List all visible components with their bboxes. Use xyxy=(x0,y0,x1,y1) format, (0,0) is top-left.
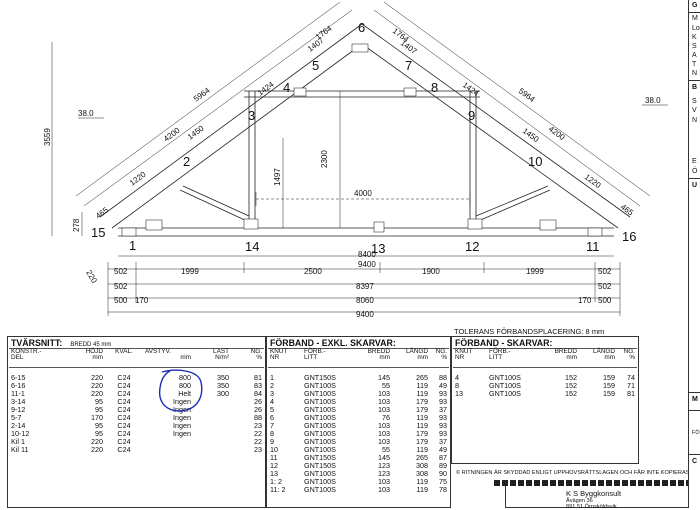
dim-label: 220 xyxy=(84,268,99,285)
table-cell: C24 xyxy=(117,389,131,399)
table-cell: Helt xyxy=(178,389,191,399)
col-header: mm xyxy=(92,354,103,362)
cut-label: Lo xyxy=(692,25,700,32)
table-cell: 8 xyxy=(270,429,274,439)
col-header: BREDD xyxy=(367,348,390,355)
table-cell: 13 xyxy=(455,389,463,399)
member-label: 15 xyxy=(91,225,106,240)
right-rafter-outer xyxy=(362,24,630,217)
table-cell: 95 xyxy=(95,421,103,431)
col-header: HÖJD xyxy=(85,348,103,355)
dim-label: 278 xyxy=(72,218,81,232)
dim-label: 1424 xyxy=(255,79,276,98)
table-row xyxy=(453,368,637,383)
table-cell: 93 xyxy=(439,389,447,399)
table-cell: C24 xyxy=(117,397,131,407)
col-header: LITT xyxy=(304,354,318,362)
tolerance-text: TOLERANS FÖRBANDSPLACERING: 8 mm xyxy=(454,327,605,336)
table-cell: 1: 2 xyxy=(270,477,282,487)
dim-label: 1220 xyxy=(127,169,148,188)
table-cell: 179 xyxy=(416,397,428,407)
table-cell: GNT100S xyxy=(304,477,336,487)
table-cell: Kil 11 xyxy=(11,445,29,455)
table-cell: 103 xyxy=(378,437,390,447)
pitch-label: 38.0 xyxy=(78,109,94,118)
table-cell: 350 xyxy=(217,381,229,391)
table-row xyxy=(9,406,264,414)
dim-label: 1407 xyxy=(305,35,326,54)
table-cell: 159 xyxy=(603,389,615,399)
table-cell: 220 xyxy=(91,437,103,447)
cut-label: FÖ xyxy=(692,430,700,436)
table-row xyxy=(453,390,637,398)
dim-label: 502 xyxy=(598,267,612,276)
table-cell: 11 xyxy=(270,453,278,463)
table-cell: GNT100S xyxy=(304,397,336,407)
table-cell: 93 xyxy=(439,421,447,431)
company-name: K S Byggkonsult xyxy=(566,489,622,498)
table-cell: 103 xyxy=(378,429,390,439)
table-cell: 6-16 xyxy=(11,381,26,391)
table-cell: 103 xyxy=(378,477,390,487)
table-cell xyxy=(193,438,231,446)
table-cell: 103 xyxy=(378,485,390,495)
forband-skarvar-table xyxy=(453,337,637,398)
table-cell: 23 xyxy=(254,445,262,455)
table-cell: 800 xyxy=(179,373,191,383)
col-header: FÖRB.- xyxy=(304,348,326,355)
dim-label: 1497 xyxy=(273,168,282,186)
table-cell: 145 xyxy=(378,373,390,383)
table-cell: 23 xyxy=(254,421,262,431)
col-header: mm xyxy=(180,354,191,362)
table-row xyxy=(9,446,264,454)
dim-label: 465 xyxy=(93,205,110,221)
table-cell: 49 xyxy=(439,381,447,391)
right-title-column xyxy=(688,0,700,508)
table-cell: 119 xyxy=(416,421,428,431)
table-cell: 265 xyxy=(416,373,428,383)
table-title: TVÄRSNITT: xyxy=(11,338,63,348)
dim-label: 5964 xyxy=(516,86,537,105)
table-cell: 308 xyxy=(416,461,428,471)
title-block-stripe xyxy=(494,480,688,486)
table-cell: 123 xyxy=(378,469,390,479)
table-cell: 93 xyxy=(439,429,447,439)
table-cell: 5 xyxy=(270,405,274,415)
table-cell: 145 xyxy=(378,453,390,463)
table-cell: 8 xyxy=(455,381,459,391)
table-cell: 103 xyxy=(378,397,390,407)
table-cell: GNT100S xyxy=(304,445,336,455)
table-cell: 119 xyxy=(416,381,428,391)
table-cell: GNT150S xyxy=(304,373,336,383)
table-cell: 83 xyxy=(254,381,262,391)
member-label: 13 xyxy=(371,241,386,256)
table-cell xyxy=(143,446,193,454)
table-cell: C24 xyxy=(117,381,131,391)
table-cell: 75 xyxy=(439,477,447,487)
table-cell xyxy=(193,446,231,454)
table-cell: Ingen xyxy=(173,405,191,415)
table-cell xyxy=(193,430,231,438)
table-cell: 95 xyxy=(95,429,103,439)
col-header: KONSTR.- xyxy=(11,348,42,355)
table-cell: 119 xyxy=(416,445,428,455)
col-header: % xyxy=(441,354,447,362)
table-row xyxy=(268,368,449,383)
table-cell: 93 xyxy=(439,397,447,407)
table-cell: 152 xyxy=(565,381,577,391)
table-cell: 350 xyxy=(217,373,229,383)
table-cell: Ingen xyxy=(173,413,191,423)
table-cell: C24 xyxy=(117,437,131,447)
table-cell: 800 xyxy=(179,381,191,391)
table-cell xyxy=(193,422,231,430)
col-header: NR xyxy=(270,354,280,362)
table-cell: 119 xyxy=(416,477,428,487)
table-row xyxy=(9,398,264,406)
dim-label: 4000 xyxy=(354,189,372,198)
member-label: 10 xyxy=(528,154,543,169)
dim-label: 465 xyxy=(618,202,635,218)
table-cell: 87 xyxy=(439,453,447,463)
col-header: DEL xyxy=(11,354,24,362)
col-header: NG. xyxy=(250,348,262,355)
table-cell: 22 xyxy=(254,429,262,439)
dim-label: 1999 xyxy=(181,267,199,276)
table-cell: GNT150S xyxy=(304,461,336,471)
dim-label: 502 xyxy=(598,282,612,291)
cut-label: N xyxy=(692,70,698,77)
member-label: 11 xyxy=(586,239,600,254)
table-cell: 119 xyxy=(416,485,428,495)
table-cell: 3-14 xyxy=(11,397,26,407)
table-row xyxy=(9,390,264,398)
table-cell: 7 xyxy=(270,421,274,431)
dim-label: 2500 xyxy=(304,267,322,276)
dim-label: 1424 xyxy=(460,80,481,99)
dim-label: 3559 xyxy=(43,128,52,146)
member-label: 6 xyxy=(358,20,366,35)
table-cell: 4 xyxy=(270,397,274,407)
dim-label: 1450 xyxy=(520,126,541,145)
table-cell: 159 xyxy=(603,381,615,391)
cut-label: B xyxy=(692,84,698,91)
dim-label: 1450 xyxy=(185,123,206,142)
member-label: 7 xyxy=(405,58,413,73)
table-cell: 95 xyxy=(95,397,103,407)
table-row xyxy=(9,430,264,438)
col-header: NR xyxy=(455,354,465,362)
member-label: 1 xyxy=(129,238,137,253)
dim-label: 502 xyxy=(114,267,128,276)
tvarsnitt-table xyxy=(9,337,264,454)
table-cell: C24 xyxy=(117,405,131,415)
table-cell: C24 xyxy=(117,445,131,455)
table-cell: 88 xyxy=(439,373,447,383)
cut-label: M xyxy=(692,396,698,403)
col-header: LITT xyxy=(489,354,503,362)
table-cell: 300 xyxy=(217,389,229,399)
table-cell: 179 xyxy=(416,429,428,439)
table-cell: 123 xyxy=(378,461,390,471)
dim-label: 500 xyxy=(114,296,128,305)
table-cell: 179 xyxy=(416,437,428,447)
table-cell: 265 xyxy=(416,453,428,463)
col-header: AVSTYV. xyxy=(145,348,171,355)
company-address: Åvägen 36 xyxy=(566,498,593,504)
table-cell: C24 xyxy=(117,429,131,439)
dim-label: 500 xyxy=(598,296,612,305)
dim-label: 5964 xyxy=(191,85,212,104)
col-header: LÄNGD xyxy=(405,348,428,355)
table-cell: 26 xyxy=(254,405,262,415)
dim-label: 170 xyxy=(135,296,149,305)
table-cell: 71 xyxy=(627,381,635,391)
table-cell: 90 xyxy=(439,469,447,479)
table-cell: GNT100S xyxy=(489,381,521,391)
table-cell: 2-14 xyxy=(11,421,26,431)
table-title: FÖRBAND - SKARVAR: xyxy=(455,338,553,348)
member-label: 14 xyxy=(245,239,260,254)
title-block xyxy=(505,480,688,508)
table-cell: 55 xyxy=(382,381,390,391)
member-label: 12 xyxy=(465,239,480,254)
table-cell: 9-12 xyxy=(11,405,26,415)
table-cell: GNT100S xyxy=(304,421,336,431)
table-cell: C24 xyxy=(117,373,131,383)
cut-label: C xyxy=(692,458,698,465)
table-cell: 152 xyxy=(565,389,577,399)
table-cell: 179 xyxy=(416,405,428,415)
table-cell: 55 xyxy=(382,445,390,455)
table-cell: 9 xyxy=(270,437,274,447)
table-cell: 6-15 xyxy=(11,373,26,383)
company-city: 891 51 Örnsköldsvik xyxy=(566,504,617,510)
table-cell: 95 xyxy=(95,405,103,415)
table-cell: 220 xyxy=(91,373,103,383)
table-cell: 119 xyxy=(416,389,428,399)
cut-label: N xyxy=(692,117,698,124)
col-header: mm xyxy=(417,354,428,362)
table-cell: GNT100S xyxy=(304,389,336,399)
cut-label: Ö xyxy=(692,168,698,175)
table-cell xyxy=(143,438,193,446)
cut-label: G xyxy=(692,2,698,9)
dim-label: 8060 xyxy=(356,296,374,305)
member-label: 3 xyxy=(248,108,256,123)
col-header: % xyxy=(629,354,635,362)
col-header: mm xyxy=(566,354,577,362)
dim-label: 2300 xyxy=(320,150,329,168)
table-cell: 159 xyxy=(603,373,615,383)
cut-label: S xyxy=(692,98,697,105)
table-cell: 10 xyxy=(270,445,278,455)
table-cell: 22 xyxy=(254,437,262,447)
col-header: FÖRB.- xyxy=(489,348,511,355)
table-cell: 4 xyxy=(455,373,459,383)
col-header: % xyxy=(256,354,262,362)
member-label: 2 xyxy=(183,154,191,169)
table-cell: 11-1 xyxy=(11,389,25,399)
col-header: NG. xyxy=(435,348,447,355)
table-cell: 103 xyxy=(378,405,390,415)
dim-label: 8400 xyxy=(358,250,376,259)
table-cell: 93 xyxy=(439,413,447,423)
table-cell: 13 xyxy=(270,469,278,479)
table-cell: 26 xyxy=(254,397,262,407)
member-label: 8 xyxy=(431,80,439,95)
cut-label: S xyxy=(692,43,697,50)
member-label: 9 xyxy=(468,108,476,123)
table-cell: 3 xyxy=(270,389,274,399)
col-header: NG. xyxy=(623,348,635,355)
table-cell: 89 xyxy=(439,461,447,471)
pitch-label: 38.0 xyxy=(645,96,661,105)
table-cell: 74 xyxy=(627,373,635,383)
table-cell: 49 xyxy=(439,445,447,455)
dim-label: 8397 xyxy=(356,282,374,291)
table-cell: GNT100S xyxy=(304,405,336,415)
table-cell: GNT100S xyxy=(304,381,336,391)
dim-label: 1407 xyxy=(398,38,419,57)
table-title: FÖRBAND - EXKL. SKARVAR: xyxy=(270,338,396,348)
table-cell: GNT100S xyxy=(489,373,521,383)
table-cell: GNT100S xyxy=(304,485,336,495)
table-cell: 103 xyxy=(378,389,390,399)
col-header: KNUT xyxy=(270,348,288,355)
cut-label: M xyxy=(692,15,698,22)
table-cell: Kil 1 xyxy=(11,437,25,447)
dim-label: 1999 xyxy=(526,267,544,276)
table-cell: 119 xyxy=(416,413,428,423)
dim-label: 4200 xyxy=(161,125,182,144)
cut-label: U xyxy=(692,182,698,189)
table-cell: 220 xyxy=(91,389,103,399)
table-row xyxy=(9,422,264,430)
dim-label: 1764 xyxy=(390,26,411,45)
table-cell: 152 xyxy=(565,373,577,383)
table-row xyxy=(9,438,264,446)
table-cell: GNT150S xyxy=(304,453,336,463)
table-cell: 170 xyxy=(91,413,103,423)
table-cell: 2 xyxy=(270,381,274,391)
table-cell: 81 xyxy=(254,373,262,383)
table-row xyxy=(9,368,264,383)
table-cell: 37 xyxy=(439,405,447,415)
table-cell: 6 xyxy=(270,413,274,423)
dim-label: 170 xyxy=(578,296,592,305)
col-header: LÄNGD xyxy=(592,348,615,355)
dim-label: 502 xyxy=(114,282,128,291)
right-rafter-inner xyxy=(362,44,618,228)
dim-label: 9400 xyxy=(356,310,374,319)
forband-exkl-table xyxy=(268,337,449,494)
dim-label: 9400 xyxy=(358,260,376,269)
left-rafter-inner xyxy=(112,44,362,228)
table-cell: GNT100S xyxy=(304,437,336,447)
col-header: BREDD xyxy=(554,348,577,355)
dim-label: 1900 xyxy=(422,267,440,276)
cut-label: V xyxy=(692,107,697,114)
table-row xyxy=(268,486,449,494)
cut-label: A xyxy=(692,52,697,59)
cut-label: T xyxy=(692,61,697,68)
table-row xyxy=(9,414,264,422)
table-cell: Ingen xyxy=(173,397,191,407)
table-cell: 5-7 xyxy=(11,413,22,423)
table-cell: 12 xyxy=(270,461,278,471)
dim-label: 1220 xyxy=(582,172,603,191)
table-cell: 308 xyxy=(416,469,428,479)
table-cell: C24 xyxy=(117,421,131,431)
table-cell: 37 xyxy=(439,437,447,447)
copyright-notice: © RITNINGEN ÄR SKYDDAD ENLIGT UPPHOVSRÄTTSLAGEN OCH FÅR INTE KOPIERAS xyxy=(456,470,690,476)
table-cell: GNT100S xyxy=(489,389,521,399)
cut-label: K xyxy=(692,34,697,41)
table-cell: 81 xyxy=(627,389,635,399)
member-label: 5 xyxy=(312,58,320,73)
member-label: 16 xyxy=(622,229,637,244)
member-label: 4 xyxy=(283,80,291,95)
table-cell: 103 xyxy=(378,421,390,431)
table-subtitle: BREDD 45 mm xyxy=(70,342,112,348)
col-header: KNUT xyxy=(455,348,473,355)
table-cell: GNT100S xyxy=(304,429,336,439)
table-cell: 76 xyxy=(382,413,390,423)
col-header: mm xyxy=(604,354,615,362)
table-cell: 78 xyxy=(439,485,447,495)
table-cell: Ingen xyxy=(173,421,191,431)
table-cell: 1 xyxy=(270,373,274,383)
table-cell: 84 xyxy=(254,389,262,399)
table-cell: 10-12 xyxy=(11,429,30,439)
table-cell: 11: 2 xyxy=(270,485,286,495)
handwritten-circle xyxy=(154,366,206,414)
left-rafter-outer xyxy=(100,24,362,217)
table-cell: 220 xyxy=(91,445,103,455)
col-header: LAST xyxy=(213,348,229,355)
col-header: mm xyxy=(379,354,390,362)
table-cell: Ingen xyxy=(173,429,191,439)
table-cell xyxy=(193,414,231,422)
dim-label: 1764 xyxy=(313,23,334,42)
cut-label: E xyxy=(692,158,697,165)
table-cell: 220 xyxy=(91,381,103,391)
table-cell: GNT100S xyxy=(304,413,336,423)
dim-label: 4200 xyxy=(546,124,567,143)
table-cell: C24 xyxy=(117,413,131,423)
col-header: N/m² xyxy=(215,354,229,362)
table-cell: GNT100S xyxy=(304,469,336,479)
table-cell: 88 xyxy=(254,413,262,423)
col-header: KVAL. xyxy=(115,348,133,355)
